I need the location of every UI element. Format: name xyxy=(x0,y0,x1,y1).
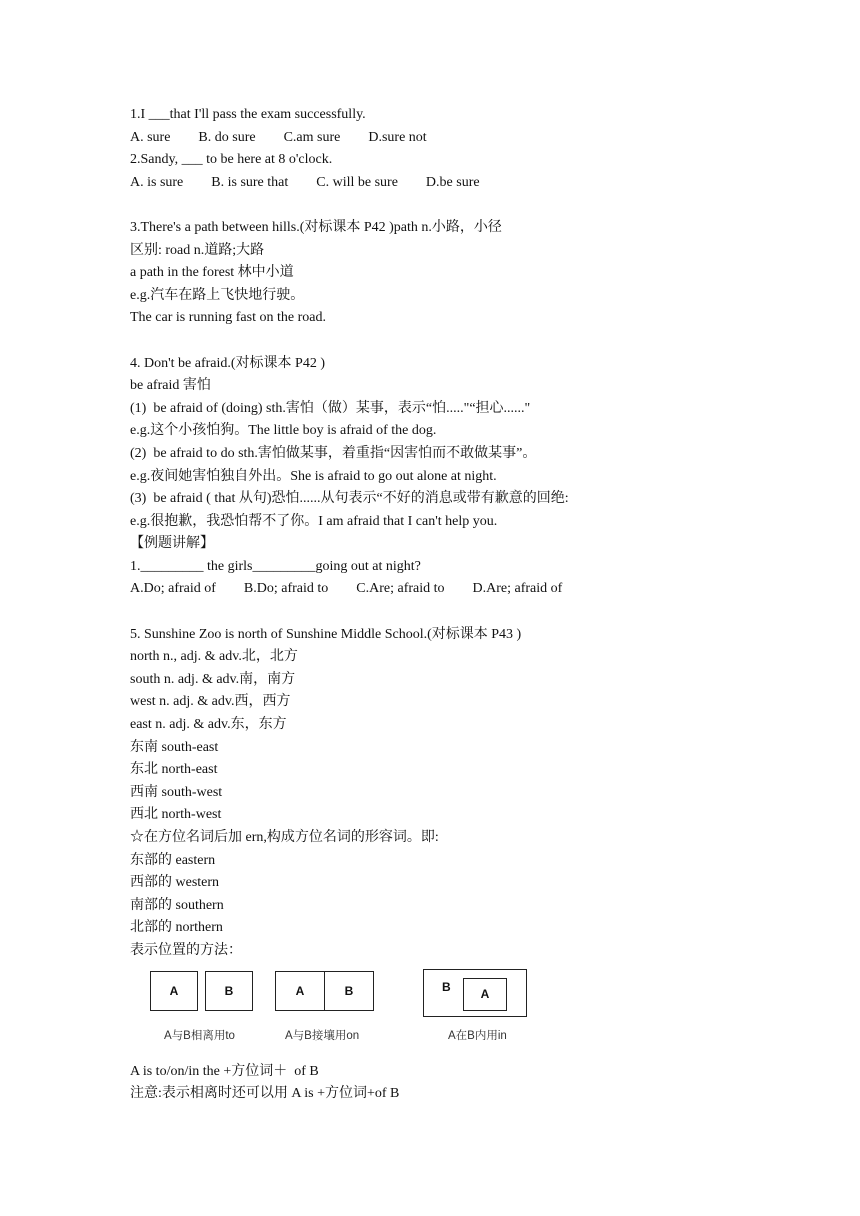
question-2-options: A. is sure B. is sure that C. will be sure D.be sure xyxy=(130,174,480,190)
box-b-outer-label: B xyxy=(442,979,451,994)
section-5-line: 东南 south-east xyxy=(130,739,219,755)
example-options: A.Do; afraid of B.Do; afraid to C.Are; afraid to D.Are; afraid of xyxy=(130,581,563,597)
section-5-line: east n. adj. & adv.东，东方 xyxy=(130,717,287,733)
box-a-separate: A xyxy=(150,971,198,1011)
section-4-line: (2) be afraid to do sth.害怕做某事，着重指“因害怕而不敢做某事”。 xyxy=(130,445,537,461)
question-2: 2.Sandy, ___ to be here at 8 o'clock. xyxy=(130,152,333,168)
example-question: 1._________ the girls_________going out at night? xyxy=(130,558,421,574)
section-4-line: e.g.这个小孩怕狗。The little boy is afraid of the dog. xyxy=(130,423,437,439)
spacer xyxy=(130,330,770,353)
box-b-separate: B xyxy=(205,971,253,1011)
formula-line: A is to/on/in the +方位词＋ of B xyxy=(130,1063,319,1079)
spacer xyxy=(130,601,770,624)
box-a-adjacent: A xyxy=(275,971,325,1011)
section-5-line: 西北 north-west xyxy=(130,807,222,823)
caption-adjacent: A与B接壤用on xyxy=(285,1029,360,1042)
section-5-line: north n., adj. & adv.北，北方 xyxy=(130,649,298,665)
document-page xyxy=(130,104,770,1106)
section-4-heading: 4. Don't be afraid.(对标课本 P42 ) xyxy=(130,355,325,371)
section-3-line: e.g.汽车在路上飞快地行驶。 xyxy=(130,287,305,303)
position-diagram xyxy=(130,969,770,1055)
section-5-line: 东北 north-east xyxy=(130,762,218,778)
example-heading: 【例题讲解】 xyxy=(130,536,214,552)
section-4-line: e.g.夜间她害怕独自外出。She is afraid to go out alone at night. xyxy=(130,468,497,484)
section-5-line: ☆在方位名词后加 ern,构成方位名词的形容词。即: xyxy=(130,830,439,845)
section-5-line: 南部的 southern xyxy=(130,897,224,913)
section-3-line: a path in the forest 林中小道 xyxy=(130,265,294,281)
question-1-options: A. sure B. do sure C.am sure D.sure not xyxy=(130,129,427,145)
section-5-line: south n. adj. & adv.南，南方 xyxy=(130,671,296,687)
section-5-line: 表示位置的方法： xyxy=(130,942,242,958)
section-5-line: west n. adj. & adv.西，西方 xyxy=(130,694,291,710)
section-5-line: 东部的 eastern xyxy=(130,852,216,868)
question-1: 1.I ___that I'll pass the exam successfully. xyxy=(130,107,366,122)
box-a-inner: A xyxy=(463,978,507,1011)
section-5-heading: 5. Sunshine Zoo is north of Sunshine Middle School.(对标课本 P43 ) xyxy=(130,626,522,642)
caption-inside: A在B内用in xyxy=(448,1029,507,1042)
caption-separate: A与B相离用to xyxy=(164,1029,235,1042)
section-4-line: (1) be afraid of (doing) sth.害怕（做）某事，表示“怕....."“担心......" xyxy=(130,400,531,416)
box-b-adjacent: B xyxy=(324,971,374,1011)
section-5-line: 北部的 northern xyxy=(130,920,223,936)
section-3-heading: 3.There's a path between hills.(对标课本 P42 )path n.小路，小径 xyxy=(130,219,502,235)
section-3-line: The car is running fast on the road. xyxy=(130,310,326,326)
section-4-line: (3) be afraid ( that 从句)恐怕......从句表示“不好的消息或带有歉意的回绝: xyxy=(130,491,569,507)
spacer xyxy=(130,194,770,217)
section-4-line: be afraid 害怕 xyxy=(130,378,211,394)
note-line: 注意:表示相离时还可以用 A is +方位词+of B xyxy=(130,1086,400,1102)
section-5-line: 西南 south-west xyxy=(130,784,223,800)
section-3-line: 区别: road n.道路;大路 xyxy=(130,242,265,258)
section-5-line: 西部的 western xyxy=(130,875,220,891)
section-4-line: e.g.很抱歉，我恐怕帮不了你。I am afraid that I can't help you. xyxy=(130,513,498,529)
